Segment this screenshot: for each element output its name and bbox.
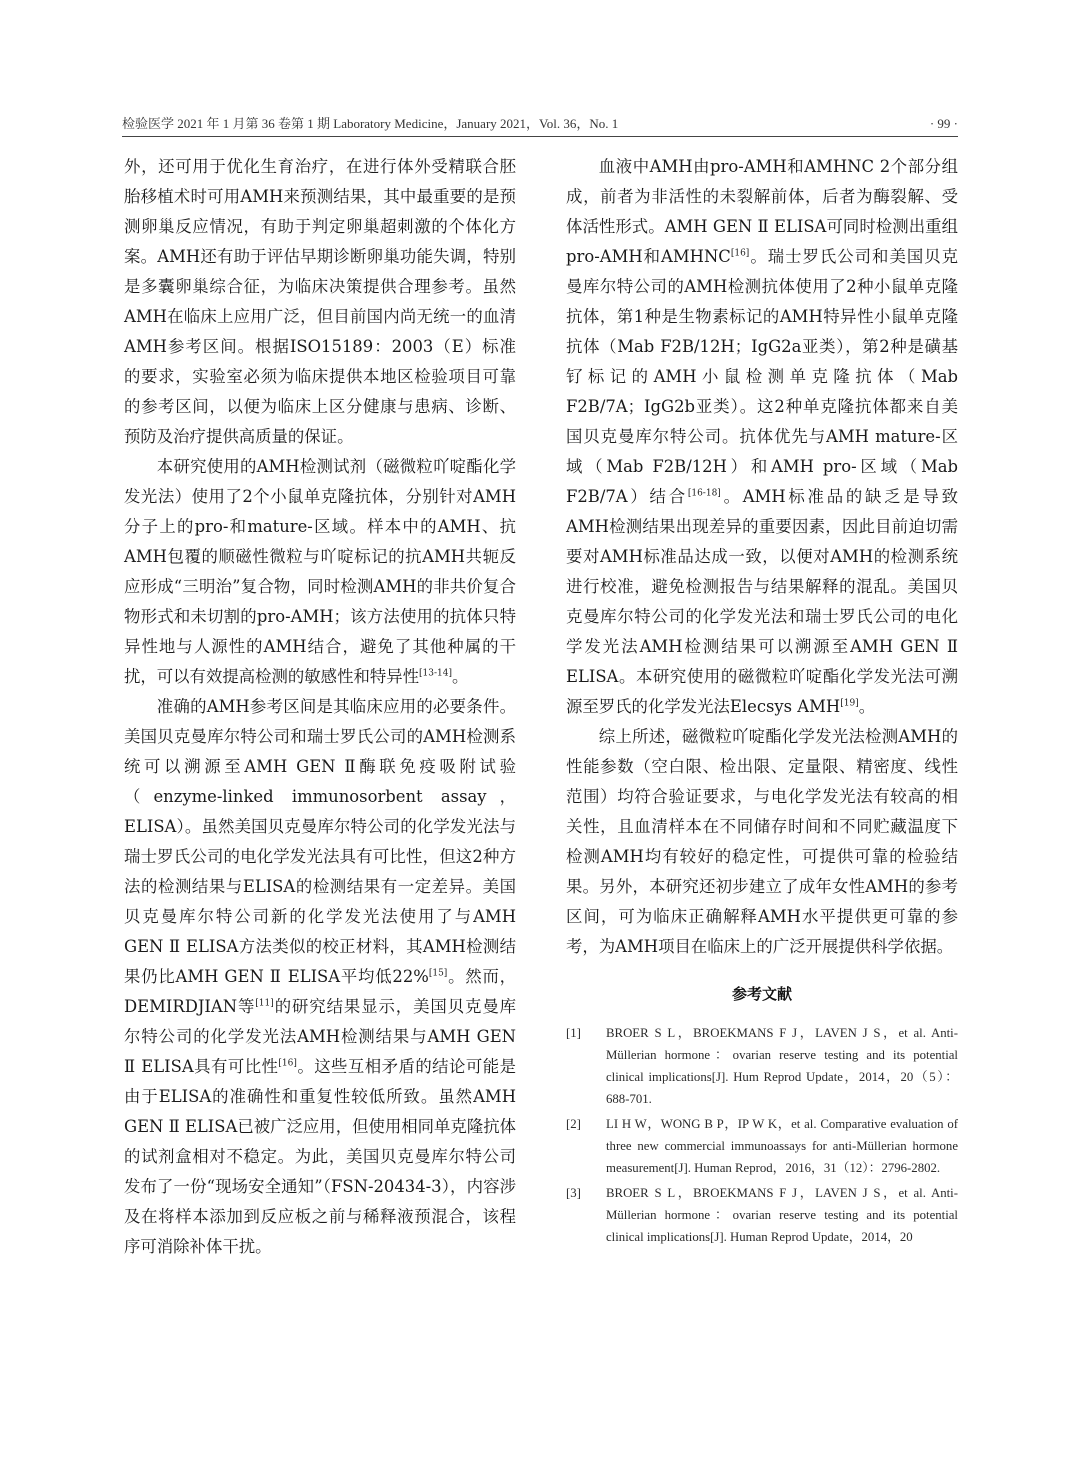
right-column <box>566 152 958 1251</box>
reference-number: [2] <box>566 1117 581 1131</box>
references-heading: 参考文献 <box>731 985 792 1003</box>
paragraph-text: 。 <box>858 697 876 716</box>
reference-number: [1] <box>566 1026 581 1040</box>
running-header <box>122 114 958 137</box>
citation: [13-14] <box>419 668 452 679</box>
reference-text: LI H W，WONG B P，IP W K，et al. Comparative evaluation of three new commercial immunoassays for anti-Müllerian hormone measurement[J]. Human Reprod，2016，31（12）：2796-2802. <box>606 1117 958 1175</box>
journal-citation: 检验医学 2021 年 1 月第 36 卷第 1 期 Laboratory Medicine，January 2021，Vol. 36，No. 1 <box>122 116 619 131</box>
citation: [19] <box>840 698 859 709</box>
paragraph-reagent <box>124 452 516 692</box>
paragraph-amh-forms <box>566 152 958 722</box>
citation: [16] <box>730 248 750 259</box>
citation: [11] <box>255 998 274 1009</box>
citation: [15] <box>428 968 448 979</box>
paragraph-text: 。这些互相矛盾的结论可能是由于ELISA的准确性和重复性较低所致。虽然AMH GEN Ⅱ ELISA已被广泛应用，但使用相同单克隆抗体的试剂盒相对不稳定。为此，美国贝克曼库尔特公司发布了一份“现场安全通知”（FSN-20434-3），内容涉及在将样本添加到反应板之前与稀释液预混合，该程序可消除补体干扰。 <box>124 1057 516 1256</box>
paragraph-continued: 外，还可用于优化生育治疗，在进行体外受精联合胚胎移植术时可用AMH来预测结果，其中最重要的是预测卵巢反应情况，有助于判定卵巢超刺激的个体化方案。AMH还有助于评估早期诊断卵巢功能失调，特别是多囊卵巢综合征，为临床决策提供合理参考。虽然AMH在临床上应用广泛，但目前国内尚无统一的血清AMH参考区间。根据ISO15189：2003（E）标准的要求，实验室必须为临床提供本地区检验项目可靠的参考区间，以便为临床上区分健康与患病、诊断、预防及治疗提供高质量的保证。 <box>124 157 516 446</box>
paragraph-conclusion: 综上所述，磁微粒吖啶酯化学发光法检测AMH的性能参数（空白限、检出限、定量限、精密度、线性范围）均符合验证要求，与电化学发光法有较高的相关性，且血清样本在不同储存时间和不同贮藏温度下检测AMH均有较好的稳定性，可提供可靠的检验结果。另外，本研究还初步建立了成年女性AMH的参考区间，可为临床正确解释AMH水平提供更可靠的参考，为AMH项目在临床上的广泛开展提供科学依据。 <box>566 727 958 956</box>
reference-number: [3] <box>566 1186 581 1200</box>
page-number: · 99 · <box>929 116 958 131</box>
paragraph-text: 血液中AMH由pro-AMH和AMHNC 2个部分组成，前者为非活性的未裂解前体，后者为酶裂解、受体活性形式。AMH GEN Ⅱ ELISA可同时检测出重组pro-AMH和AMHNC <box>566 157 958 266</box>
citation: [16-18] <box>687 488 721 499</box>
reference-item <box>566 1022 958 1110</box>
paragraph-text: 。AMH标准品的缺乏是导致AMH检测结果出现差异的重要因素，因此目前迫切需要对AMH标准品达成一致，以便对AMH的检测系统进行校准，避免检测报告与结果解释的混乱。美国贝克曼库尔特公司的化学发光法和瑞士罗氏公司的电化学发光法AMH检测结果可以溯源至AMH GEN Ⅱ ELISA。本研究使用的磁微粒吖啶酯化学发光法可溯源至罗氏的化学发光法Elecsys AMH <box>566 487 958 716</box>
reference-item <box>566 1182 958 1248</box>
paragraph-text: 的研究结果显示，美国贝克曼库尔特公司的化学发光法AMH检测结果与AMH GEN Ⅱ ELISA具有可比性 <box>124 997 517 1076</box>
reference-text: BROER S L，BROEKMANS F J，LAVEN J S，et al. Anti-Müllerian hormone：ovarian reserve testing and its potential clinical implications[J]. Human Reprod Update，2014，20 <box>606 1186 958 1244</box>
paragraph-text: 本研究使用的AMH检测试剂（磁微粒吖啶酯化学发光法）使用了2个小鼠单克隆抗体，分别针对AMH分子上的pro-和mature-区域。样本中的AMH、抗AMH包覆的顺磁性微粒与吖啶标记的抗AMH共轭反应形成“三明治”复合物，同时检测AMH的非共价复合物形式和未切割的pro-AMH；该方法使用的抗体只特异性地与人源性的AMH结合，避免了其他种属的干扰，可以有效提高检测的敏感性和特异性 <box>124 457 516 686</box>
paragraph-reference-interval <box>124 692 516 1262</box>
reference-item <box>566 1113 958 1179</box>
reference-text: BROER S L，BROEKMANS F J，LAVEN J S，et al. Anti-Müllerian hormone：ovarian reserve testing and its potential clinical implications[J]. Hum Reprod Update，2014，20（5）：688-701. <box>606 1026 958 1106</box>
paragraph-text: 。瑞士罗氏公司和美国贝克曼库尔特公司的AMH检测抗体使用了2种小鼠单克隆抗体，第1种是生物素标记的AMH特异性小鼠单克隆抗体（Mab F2B/12H；IgG2a亚类），第2种是磺基钌标记的AMH小鼠检测单克隆抗体（Mab F2B/7A；IgG2b亚类）。这2种单克隆抗体都来自美国贝克曼库尔特公司。抗体优先与AMH mature-区域（Mab F2B/12H）和AMH pro-区域（Mab F2B/7A）结合 <box>566 247 959 506</box>
citation: [16] <box>278 1058 297 1069</box>
paragraph-text: 。然而，DEMIRDJIAN等 <box>124 967 517 1016</box>
paragraph-text: 。 <box>452 667 469 686</box>
paragraph-text: 准确的AMH参考区间是其临床应用的必要条件。美国贝克曼库尔特公司和瑞士罗氏公司的AMH检测系统可以溯源至AMH GEN Ⅱ酶联免疫吸附试验（enzyme-linked immunosorbent assay，ELISA）。虽然美国贝克曼库尔特公司的化学发光法与瑞士罗氏公司的电化学发光法具有可比性，但这2种方法的检测结果与ELISA的检测结果有一定差异。美国贝克曼库尔特公司新的化学发光法使用了与AMH GEN Ⅱ ELISA方法类似的校正材料，其AMH检测结果仍比AMH GEN Ⅱ ELISA平均低22% <box>124 697 516 986</box>
left-column <box>124 152 516 1262</box>
